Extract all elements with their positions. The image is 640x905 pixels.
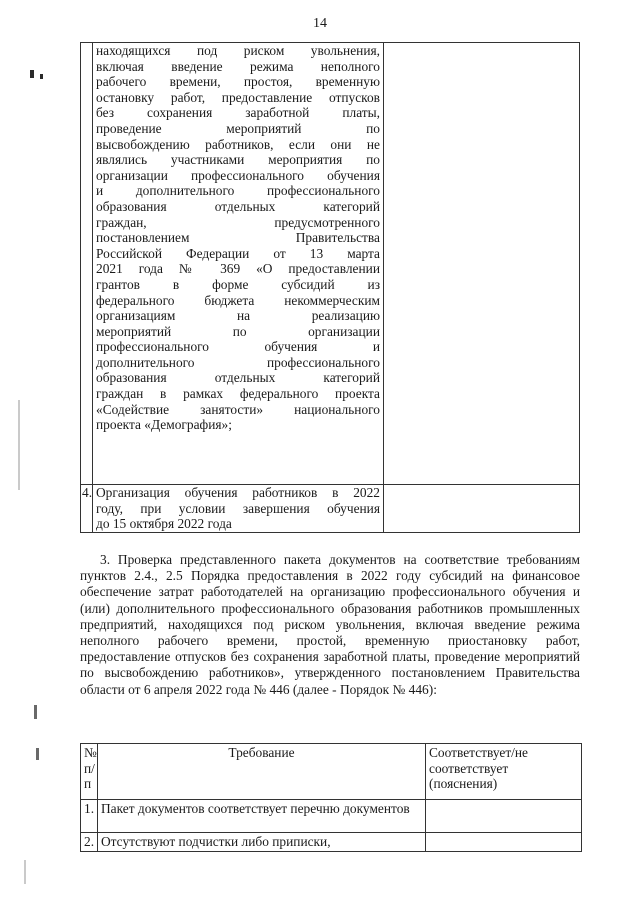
text-line: 2021 года № 369 «О предоставлении (96, 261, 380, 277)
scan-artifact (36, 748, 39, 760)
scan-artifact (24, 860, 26, 884)
table-row (81, 43, 580, 485)
text-line: мероприятий по организации (96, 323, 380, 339)
text-line: федерального бюджета некоммерческим (96, 292, 380, 308)
requirement-cell (93, 485, 384, 533)
text-line: грантов в форме субсидий из (96, 276, 380, 292)
scan-artifact (40, 74, 43, 79)
text-line: профессионального обучения и (96, 339, 380, 355)
text-line: проведение мероприятий по (96, 120, 380, 136)
text-line: постановлением Правительства (96, 230, 380, 246)
text-line: рабочего времени, простоя, временную (96, 74, 380, 90)
text-line: организациям на реализацию (96, 308, 380, 324)
text-line: без сохранения заработной платы, (96, 105, 380, 121)
requirements-table (80, 743, 582, 852)
header-num: № п/п (81, 744, 98, 800)
text-line: граждан, предусмотренного (96, 214, 380, 230)
text-line: остановку работ, предоставление отпусков (96, 89, 380, 105)
compliance-cell (384, 485, 580, 533)
compliance-cell (426, 800, 582, 833)
requirement-cell: Отсутствуют подчистки либо приписки, (98, 833, 426, 852)
scan-artifact (30, 70, 34, 78)
text-line: проекта «Демография»; (96, 417, 232, 433)
table-row (81, 833, 582, 852)
text-line: Организация обучения работников в 2022 (96, 485, 380, 500)
text-line: до 15 октября 2022 года (96, 516, 232, 532)
table-row (81, 800, 582, 833)
text-line: Российской Федерации от 13 марта (96, 245, 380, 261)
scan-artifact (18, 400, 20, 490)
compliance-cell (426, 833, 582, 852)
table-header-row (81, 744, 582, 800)
text-line: и дополнительного профессионального (96, 183, 380, 199)
row-number-cell (81, 43, 93, 485)
header-requirement: Требование (98, 744, 426, 800)
row-number-cell: 2. (81, 833, 98, 852)
header-compliance: Соответствует/не соответствует (пояснения) (426, 744, 582, 800)
section-paragraph: 3. Проверка представленного пакета документов на соответствие требованиям пунктов 2.4., 2.5 Порядка предоставления в 2022 году субсидий на финансовое обеспечение затрат работодателей на организацию профессионального обучения и (или) дополнительного профессионального образования работников промышленных предприятий, находящихся под риском увольнения, включая введение режима неполного рабочего времени, простой, временную приостановку работ, предоставление отпусков без сохранения заработной платы, проведение мероприятий по высвобождению работников», утвержденного постановлением Правительства области от 6 апреля 2022 года № 446 (далее - Порядок № 446): (80, 552, 580, 697)
text-line: являлись участниками мероприятия по (96, 152, 380, 168)
row-number-cell: 1. (81, 800, 98, 833)
scan-artifact (34, 705, 37, 719)
row-number-cell: 4. (81, 485, 93, 533)
continuation-table (80, 42, 580, 533)
text-line: включая введение режима неполного (96, 58, 380, 74)
requirement-cell: Пакет документов соответствует перечню документов (98, 800, 426, 833)
requirement-cell (93, 43, 384, 485)
page-number: 14 (313, 16, 327, 31)
text-line: «Содействие занятости» национального (96, 401, 380, 417)
text-line: дополнительного профессионального (96, 354, 380, 370)
text-line: образования отдельных категорий (96, 370, 380, 386)
text-line: граждан в рамках федерального проекта (96, 386, 380, 402)
text-line: организации профессионального обучения (96, 167, 380, 183)
table-row (81, 485, 580, 533)
text-line: образования отдельных категорий (96, 198, 380, 214)
text-line: году, при условии завершения обучения (96, 500, 380, 516)
compliance-cell (384, 43, 580, 485)
text-line: находящихся под риском увольнения, (96, 43, 380, 58)
text-line: высвобождению работников, если они не (96, 136, 380, 152)
